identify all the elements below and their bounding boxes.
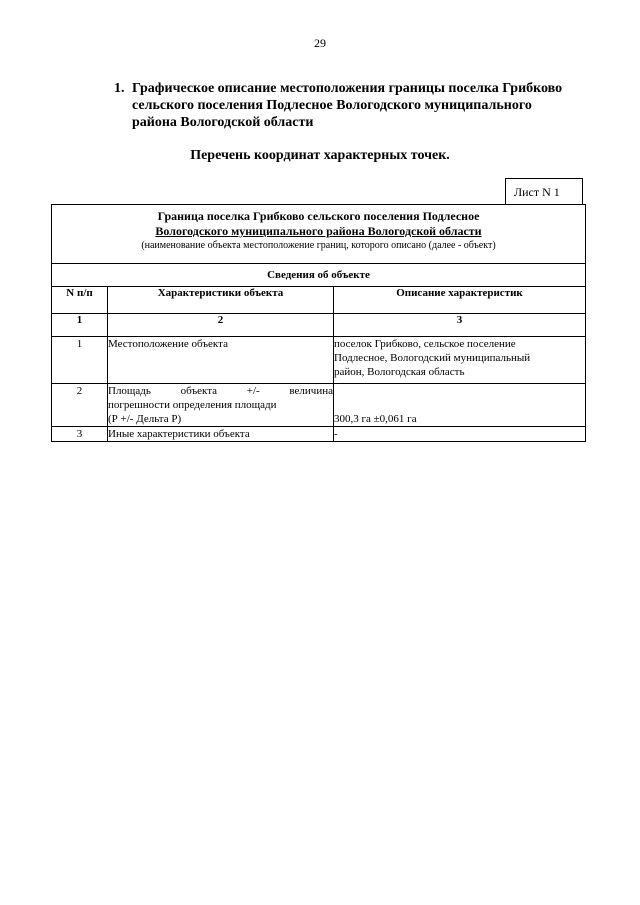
table-header-row (52, 287, 586, 314)
row-description-line: поселок Грибково, сельское поселение (334, 338, 516, 350)
table-row (52, 384, 586, 427)
column-header-n: N п/п (52, 287, 108, 314)
row-number: 1 (52, 337, 108, 384)
object-title-cell (52, 205, 586, 264)
column-index-3: 3 (334, 314, 586, 337)
table-row (52, 427, 586, 442)
column-index-2: 2 (108, 314, 334, 337)
object-title-line-1: Граница поселка Грибково сельского поселения Подлесное (157, 209, 480, 223)
document-subheading: Перечень координат характерных точек. (190, 148, 450, 163)
object-info-table (51, 204, 586, 442)
row-description-line: район, Вологодская область (334, 366, 465, 378)
column-header-description: Описание характеристик (334, 287, 586, 314)
heading-number: 1. (114, 81, 125, 96)
row-number: 3 (52, 427, 108, 442)
section-title: Сведения об объекте (52, 264, 586, 287)
row-number: 2 (52, 384, 108, 427)
row-characteristic-line: Площадь объекта +/- величина (108, 385, 333, 397)
row-description-line: Подлесное, Вологодский муниципальный (334, 352, 531, 364)
heading-line-3: района Вологодской области (132, 115, 314, 130)
row-description (334, 384, 586, 427)
object-caption: (наименование объекта местоположение границ, которого описано (далее - объект) (141, 240, 496, 251)
row-characteristic-line: погрешности определения площади (108, 399, 277, 411)
area-value: 300,3 га ±0,061 га (334, 413, 417, 425)
column-index-1: 1 (52, 314, 108, 337)
heading-line-2: сельского поселения Подлесное Вологодского муниципального (132, 98, 532, 113)
column-index-row (52, 314, 586, 337)
heading-line-1: Графическое описание местоположения границы поселка Грибково (132, 81, 563, 96)
row-characteristic-line: (Р +/- Дельта Р) (108, 413, 182, 425)
object-title-line-2: Вологодского муниципального района Вологодской области (155, 224, 482, 238)
row-characteristic: Иные характеристики объекта (108, 427, 334, 442)
row-description (334, 337, 586, 384)
row-characteristic: Местоположение объекта (108, 337, 334, 384)
column-header-characteristic: Характеристики объекта (108, 287, 334, 314)
row-description: - (334, 427, 586, 442)
page-number: 29 (314, 36, 326, 50)
document-heading (114, 80, 604, 131)
table-row (52, 337, 586, 384)
row-characteristic (108, 384, 334, 427)
sheet-label: Лист N 1 (505, 178, 583, 204)
